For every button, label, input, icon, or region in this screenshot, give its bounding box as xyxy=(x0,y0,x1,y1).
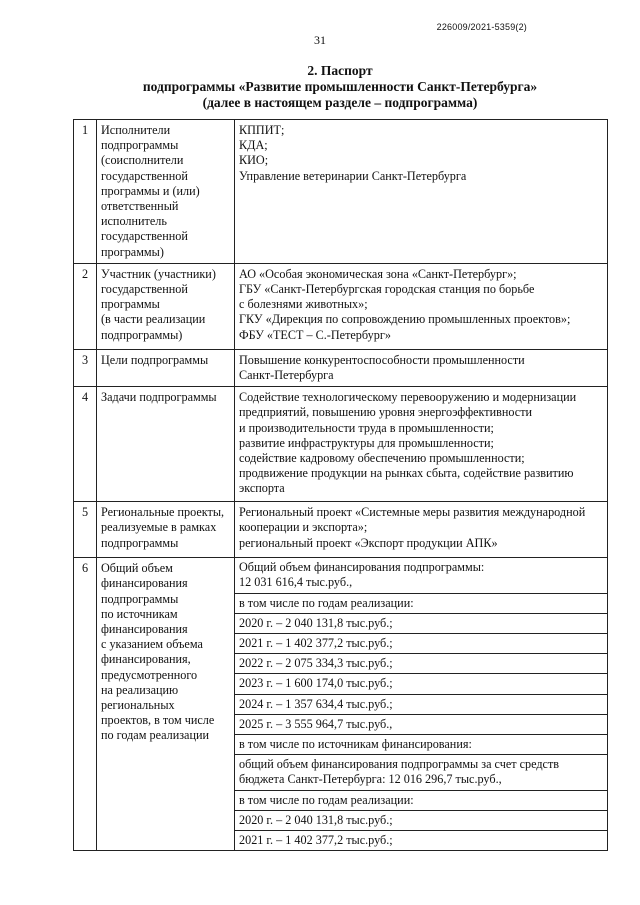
row-label xyxy=(97,558,235,851)
row-number: 3 xyxy=(74,349,97,386)
label-line: исполнитель xyxy=(101,214,167,229)
content-line: в том числе по источникам финансирования: xyxy=(239,737,472,752)
financing-line xyxy=(235,654,608,674)
row-label xyxy=(97,349,235,386)
table-row xyxy=(74,120,608,264)
content-line: Управление ветеринарии Санкт-Петербурга xyxy=(239,168,467,183)
row-label xyxy=(97,263,235,349)
content-line: предприятий, повышению уровня энергоэффективности xyxy=(239,405,533,420)
label-line: подпрограммы xyxy=(101,138,179,153)
content-line: бюджета Санкт-Петербурга: 12 016 296,7 тыс.руб., xyxy=(239,772,502,787)
content-line: КИО; xyxy=(239,153,269,168)
content-line: кооперации и экспорта»; xyxy=(239,520,368,535)
label-line: Общий объем xyxy=(101,561,173,576)
content-line: Общий объем финансирования подпрограммы: xyxy=(239,560,485,575)
label-line: государственной xyxy=(101,229,188,244)
label-line: по источникам xyxy=(101,606,178,621)
content-line: 2021 г. – 1 402 377,2 тыс.руб.; xyxy=(239,833,393,848)
row-content xyxy=(235,120,608,264)
content-line: Региональный проект «Системные меры развития международной xyxy=(239,505,586,520)
content-line: и производительности труда в промышленности; xyxy=(239,420,494,435)
content-line: 2020 г. – 2 040 131,8 тыс.руб.; xyxy=(239,812,393,827)
financing-line xyxy=(235,593,608,613)
table-row xyxy=(74,263,608,349)
label-line: Цели подпрограммы xyxy=(101,352,209,367)
row-content xyxy=(235,502,608,558)
content-line: КДА; xyxy=(239,138,268,153)
financing-line xyxy=(235,674,608,694)
row-number: 2 xyxy=(74,263,97,349)
row-label xyxy=(97,120,235,264)
row-content xyxy=(235,387,608,502)
label-line: с указанием объема xyxy=(101,637,203,652)
financing-line xyxy=(235,831,608,851)
label-line: программы и (или) xyxy=(101,183,200,198)
label-line: Участник (участники) xyxy=(101,266,216,281)
label-line: государственной xyxy=(101,168,188,183)
label-line: программы) xyxy=(101,244,164,259)
label-line: (в части реализации xyxy=(101,312,206,327)
content-line: 2021 г. – 1 402 377,2 тыс.руб.; xyxy=(239,636,393,651)
financing-line xyxy=(235,694,608,714)
content-line: содействие кадровому обеспечению промышленности; xyxy=(239,451,525,466)
row-content xyxy=(235,263,608,349)
label-line: финансирования xyxy=(101,622,188,637)
label-line: на реализацию xyxy=(101,682,179,697)
content-line: 2023 г. – 1 600 174,0 тыс.руб.; xyxy=(239,676,393,691)
content-line: ГБУ «Санкт-Петербургская городская станция по борьбе xyxy=(239,282,535,297)
content-line: КППИТ; xyxy=(239,123,285,137)
content-line: в том числе по годам реализации: xyxy=(239,595,414,610)
label-line: реализуемые в рамках xyxy=(101,520,217,535)
label-line: проектов, в том числе xyxy=(101,713,215,728)
section-heading xyxy=(60,63,620,111)
label-line: финансирования, xyxy=(101,652,191,667)
label-line: Исполнители xyxy=(101,123,171,137)
financing-line xyxy=(235,810,608,830)
label-line: предусмотренного xyxy=(101,667,198,682)
financing-line xyxy=(235,755,608,790)
label-line: Задачи подпрограммы xyxy=(101,390,217,405)
label-line: Региональные проекты, xyxy=(101,505,225,520)
row-number: 6 xyxy=(74,558,97,851)
content-line: Содействие технологическому перевооружению и модернизации xyxy=(239,390,577,405)
row-number: 5 xyxy=(74,502,97,558)
content-line: экспорта xyxy=(239,481,285,496)
table-row xyxy=(74,558,608,593)
financing-line xyxy=(235,735,608,755)
row-label xyxy=(97,387,235,502)
content-line: ФБУ «ТЕСТ – С.-Петербург» xyxy=(239,327,391,342)
content-line: 2024 г. – 1 357 634,4 тыс.руб.; xyxy=(239,696,393,711)
label-line: подпрограммы xyxy=(101,591,179,606)
financing-line xyxy=(235,714,608,734)
label-line: ответственный xyxy=(101,199,179,214)
document-id: 226009/2021-5359(2) xyxy=(436,22,527,32)
label-line: финансирования xyxy=(101,576,188,591)
label-line: по годам реализации xyxy=(101,728,210,743)
label-line: государственной xyxy=(101,282,188,297)
page-number: 31 xyxy=(314,33,326,47)
content-line: 2020 г. – 2 040 131,8 тыс.руб.; xyxy=(239,615,393,630)
label-line: региональных xyxy=(101,698,175,713)
label-line: подпрограммы) xyxy=(101,327,183,342)
content-line: общий объем финансирования подпрограммы за счет средств xyxy=(239,757,560,772)
financing-line xyxy=(235,613,608,633)
content-line: продвижение продукции на рынках сбыта, содействие развитию xyxy=(239,466,574,481)
row-number: 4 xyxy=(74,387,97,502)
financing-line xyxy=(235,634,608,654)
label-line: (соисполнители xyxy=(101,153,184,168)
table-row xyxy=(74,387,608,502)
content-line: в том числе по годам реализации: xyxy=(239,792,414,807)
content-line: АО «Особая экономическая зона «Санкт-Петербург»; xyxy=(239,266,517,281)
label-line: программы xyxy=(101,297,160,312)
content-line: 12 031 616,4 тыс.руб., xyxy=(239,575,353,590)
row-content xyxy=(235,349,608,386)
content-line: развитие инфраструктуры для промышленности; xyxy=(239,435,494,450)
content-line: ГКУ «Дирекция по сопровождению промышленных проектов»; xyxy=(239,312,571,327)
table-row xyxy=(74,349,608,386)
financing-line xyxy=(235,790,608,810)
label-line: подпрограммы xyxy=(101,535,179,550)
table-row xyxy=(74,502,608,558)
row-number: 1 xyxy=(74,120,97,264)
row-label xyxy=(97,502,235,558)
heading-line: подпрограммы «Развитие промышленности Санкт-Петербурга» xyxy=(142,79,538,94)
content-line: Санкт-Петербурга xyxy=(239,368,334,383)
content-line: 2022 г. – 2 075 334,3 тыс.руб.; xyxy=(239,656,393,671)
heading-line: (далее в настоящем разделе – подпрограмма) xyxy=(202,95,478,110)
financing-total xyxy=(235,558,608,593)
heading-line: 2. Паспорт xyxy=(307,63,373,78)
content-line: Повышение конкурентоспособности промышленности xyxy=(239,352,525,367)
content-line: 2025 г. – 3 555 964,7 тыс.руб., xyxy=(239,716,393,731)
content-line: региональный проект «Экспорт продукции АПК» xyxy=(239,535,498,550)
content-line: с болезнями животных»; xyxy=(239,297,368,312)
passport-table xyxy=(73,119,608,851)
